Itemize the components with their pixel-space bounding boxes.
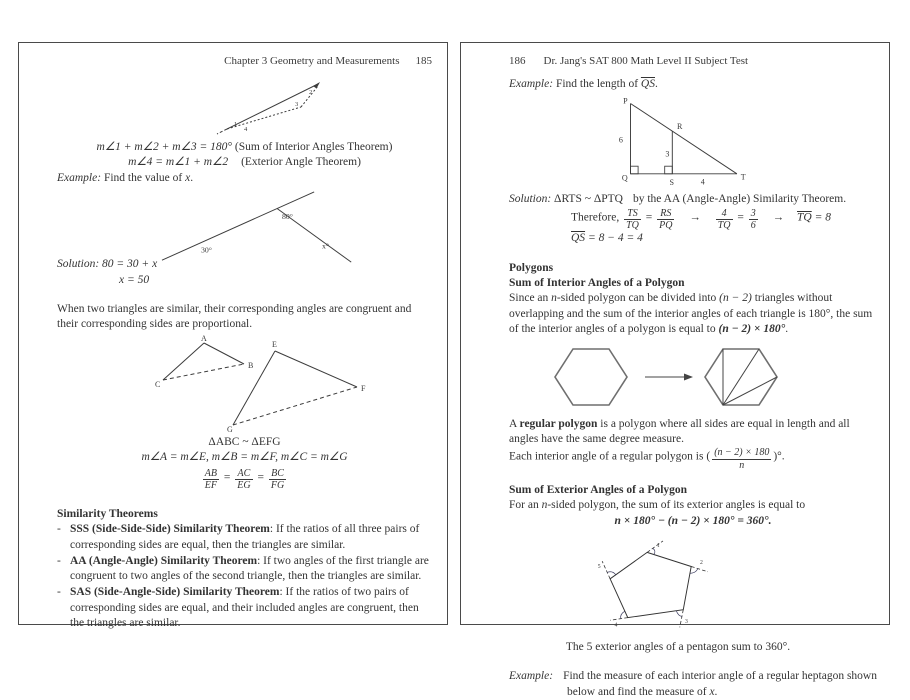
solution-1-line-2 <box>119 273 432 288</box>
angle-3-label: 3 <box>294 101 298 108</box>
example-x: x <box>185 171 191 184</box>
sas-theorem-item <box>57 585 432 632</box>
angle-x-label: x° <box>321 241 329 251</box>
arrow-icon: → <box>772 211 785 224</box>
fraction-ab-ef: $\frac{AB}{EF}$ <box>204 467 218 491</box>
fraction-4-tq: $\frac{4}{TQ}$ <box>717 207 731 231</box>
qs-result: = 8 − 4 = 4 <box>587 232 643 245</box>
fraction-ts-tq: $\frac{TS}{TQ}$ <box>626 207 639 231</box>
exterior-angles-formula: n × 180° − (n − 2) × 180° = 360°. <box>614 514 772 527</box>
solution-2-line-3 <box>571 231 877 246</box>
fraction-rs-pq: $\frac{RS}{PQ}$ <box>659 207 673 231</box>
example-1-line <box>57 171 432 186</box>
similarity-theorems-heading: Similarity Theorems <box>57 508 158 521</box>
interior-angle-fraction: $\frac{(n - 2) \times 180}{n}$ <box>714 447 770 471</box>
example-label: Example: <box>57 171 102 184</box>
left-page-header <box>57 55 432 67</box>
equals-sign: = <box>223 471 231 484</box>
angle-x-figure-svg <box>145 188 415 268</box>
page-185-content <box>19 43 447 630</box>
angle-x-figure <box>127 188 432 271</box>
pentagon-exterior-angles-figure-svg <box>588 533 738 637</box>
sum-interior-angles-heading: Sum of Interior Angles of a Polygon <box>509 277 685 289</box>
interior-angle-formula: m∠1 + m∠2 + m∠3 = 180° <box>96 141 233 153</box>
arrow-icon <box>684 373 693 380</box>
side-rs-measure: 3 <box>665 150 670 160</box>
sss-theorem-item <box>57 522 432 553</box>
exterior-angle-theorem-line <box>57 155 432 170</box>
regular-polygon-term: regular polygon <box>519 417 598 430</box>
polygons-heading: Polygons <box>509 261 554 274</box>
pentagon-exterior-angles-figure <box>509 533 817 640</box>
vertex-p-label: P <box>623 96 628 106</box>
aa-theorem-text: : If two angles of the first triangle are congruent to two angles of the second triangle, then the triangles are similar. <box>70 554 429 583</box>
side-st-measure: 4 <box>700 177 705 187</box>
vertex-c-label: C <box>155 379 161 389</box>
heptagon-example-line-1: Example: Find the measure of each interior angle of a regular heptagon shown <box>509 670 877 683</box>
side-ratio-line <box>57 468 432 491</box>
vertex-a-label: A <box>201 334 207 343</box>
exterior-angle-formula: m∠4 = m∠1 + m∠2 <box>128 156 229 169</box>
equals-sign: = <box>645 211 653 224</box>
bullet-dash: - <box>57 585 61 598</box>
tq-segment: $\overline{TQ}$ <box>797 211 812 224</box>
solution-relation-rest: by the AA (Angle-Angle) Similarity Theorem. <box>632 193 847 206</box>
page-186 <box>460 42 890 698</box>
solution-label: Solution: <box>509 193 552 206</box>
exterior-angle-4-label: 4 <box>614 622 618 629</box>
vertex-f-label: F <box>361 383 366 393</box>
chapter-title: Chapter 3 Geometry and Measurements <box>224 55 400 67</box>
sas-theorem-text: : If the ratios of two pairs of corresponding sides are equal, and their included angles are congruent, then the triangles are similar. <box>70 585 419 630</box>
exterior-angle-figure-svg <box>215 77 365 135</box>
solution-eq2: x = 50 <box>119 273 150 286</box>
right-triangle-figure <box>509 94 847 192</box>
vertex-s-label: S <box>669 178 674 188</box>
sss-theorem-name: SSS (Side-Side-Side) Similarity Theorem <box>70 523 270 536</box>
example-label: Example: <box>509 670 554 683</box>
similar-triangles-figure <box>97 335 432 435</box>
exterior-angle-figure <box>147 77 432 138</box>
exterior-angle-1-label: 1 <box>656 543 660 550</box>
right-triangle-figure-svg <box>602 94 754 189</box>
sss-theorem-text: : If the ratios of all three pairs of corresponding sides are equal, then the triangles are similar. <box>70 523 420 552</box>
hexagon-division-figure-svg <box>553 346 793 408</box>
page-186-content <box>461 43 889 698</box>
vertex-g-label: G <box>227 424 233 432</box>
sum-exterior-angles-heading: Sum of Exterior Angles of a Polygon <box>509 483 688 496</box>
solution-2-line-2 <box>571 208 877 231</box>
sas-theorem-name: SAS (Side-Angle-Side) Similarity Theorem <box>70 585 280 598</box>
interior-angle-caption: (Sum of Interior Angles Theorem) <box>234 141 393 153</box>
pentagon-caption: The 5 exterior angles of a pentagon sum to 360°. <box>565 641 791 654</box>
exterior-angle-caption: (Exterior Angle Theorem) <box>241 156 361 169</box>
side-pq-measure: 6 <box>618 135 623 145</box>
qs-segment: $\overline{QS}$ <box>640 78 655 90</box>
bullet-dash: - <box>57 523 61 536</box>
page-number: 186 <box>509 55 526 67</box>
example-period: . <box>190 171 194 184</box>
tq-result: = 8 <box>814 211 831 224</box>
vertex-q-label: Q <box>621 173 628 183</box>
heptagon-example-line-2: below and find the measure of x. <box>567 685 718 698</box>
fraction-ac-eg: $\frac{AC}{EG}$ <box>237 467 251 491</box>
solution-2-line-1 <box>509 192 877 207</box>
interior-angles-paragraph: Since an n-sided polygon can be divided into (n − 2) triangles without overlapping and the sum of the interior angles of each triangle is 180°, the sum of the interior angles of a polygon is equal to (n − 2) × 180°. <box>509 292 873 336</box>
example-text: Find the length of <box>555 78 641 90</box>
solution-label: Solution: <box>57 258 100 271</box>
hexagon-division-figure <box>509 346 837 411</box>
fraction-bc-fg: $\frac{BC}{FG}$ <box>270 467 285 491</box>
similar-triangles-paragraph: When two triangles are similar, their corresponding angles are congruent and their corresponding sides are proportional. <box>57 303 412 331</box>
exterior-angle-2-label: 2 <box>700 559 703 566</box>
exterior-angle-3-label: 3 <box>685 618 688 625</box>
triangle-relation: ΔABC ~ ΔEFG <box>208 435 281 448</box>
exterior-angle-5-label: 5 <box>597 564 601 571</box>
equals-sign: = <box>257 471 264 484</box>
angle-4-label: 4 <box>243 126 247 133</box>
vertex-e-label: E <box>272 339 277 349</box>
exterior-angles-line: For an n-sided polygon, the sum of its exterior angles is equal to <box>509 499 806 512</box>
example-qs-line <box>509 77 877 92</box>
regular-polygon-paragraph: A regular polygon is a polygon where all sides are equal in length and all angles have the same degree measure. <box>509 417 850 446</box>
similar-triangles-figure-svg <box>147 335 382 432</box>
fraction-3-6: $\frac{3}{6}$ <box>750 207 756 231</box>
vertex-r-label: R <box>677 122 683 132</box>
example-label: Example: <box>509 78 554 90</box>
each-interior-angle-line: Each interior angle of a regular polygon is ( $\frac{(n - 2) \times 180}{n}$ )°. <box>509 447 785 471</box>
angle-30-label: 30° <box>200 245 212 255</box>
equals-sign: = <box>737 211 744 224</box>
arrow-icon: → <box>689 211 701 224</box>
book-title: Dr. Jang's SAT 800 Math Level II Subject Test <box>543 55 749 67</box>
vertex-t-label: T <box>740 172 746 182</box>
triangle-relation-line <box>57 435 432 450</box>
angle-1-label: 1 <box>233 121 237 128</box>
angle-2-label: 2 <box>308 89 312 96</box>
solution-relation: ΔRTS ~ ΔPTQ <box>554 193 623 206</box>
angle-equality-line: m∠A = m∠E, m∠B = m∠F, m∠C = m∠G <box>141 451 348 464</box>
qs-segment: $\overline{QS}$ <box>571 232 586 245</box>
aa-theorem-item <box>57 554 432 585</box>
example-text: Find the value of <box>103 171 186 184</box>
vertex-b-label: B <box>248 360 254 370</box>
solution-eq1: 80 = 30 + x <box>102 258 158 271</box>
page-number: 185 <box>415 55 432 67</box>
bullet-dash: - <box>57 554 61 567</box>
interior-angle-theorem-line <box>57 140 432 155</box>
angle-80-label: 80° <box>281 212 293 222</box>
aa-theorem-name: AA (Angle-Angle) Similarity Theorem <box>70 554 258 567</box>
therefore-label: Therefore, <box>571 211 620 224</box>
page-185 <box>18 42 448 630</box>
right-page-header <box>509 55 877 67</box>
example-period: . <box>654 78 658 90</box>
